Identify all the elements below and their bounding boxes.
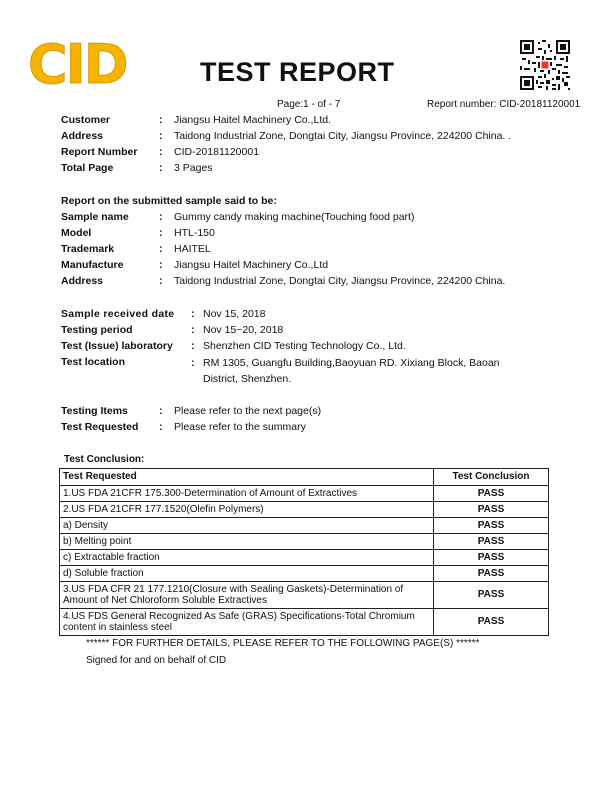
address-label: Address [61, 130, 104, 142]
colon: : [159, 211, 163, 223]
row-result: PASS [434, 486, 549, 502]
row-result: PASS [434, 609, 549, 636]
signed-line: Signed for and on behalf of CID [86, 655, 227, 666]
model-value: HTL-150 [174, 227, 215, 239]
colon: : [159, 227, 163, 239]
row-item: d) Soluble fraction [60, 566, 434, 582]
report-number-header: Report number: CID-20181120001 [427, 99, 581, 110]
report-number-label: Report Number [61, 146, 138, 158]
conclusion-table [59, 468, 549, 636]
trademark-value: HAITEL [174, 243, 211, 255]
table-row [60, 534, 549, 550]
testing-period-label: Testing period [61, 324, 133, 336]
conclusion-heading: Test Conclusion: [64, 454, 145, 465]
total-page-label: Total Page [61, 162, 114, 174]
model-label: Model [61, 227, 92, 239]
colon: : [191, 357, 195, 369]
address-value: Taidong Industrial Zone, Dongtai City, Jiangsu Province, 224200 China. . [174, 130, 512, 142]
row-item: 3.US FDA CFR 21 177.1210(Closure with Sealing Gaskets)-Determination of Amount of Net Chloroform Soluble Extractives [60, 582, 434, 609]
cid-logo [28, 33, 152, 96]
row-result: PASS [434, 550, 549, 566]
colon: : [191, 340, 195, 352]
manufacture-value: Jiangsu Haitel Machinery Co.,Ltd [174, 259, 329, 271]
logo-text: CID [28, 33, 127, 96]
colon: : [159, 130, 163, 142]
colon: : [191, 324, 195, 336]
row-result: PASS [434, 518, 549, 534]
page-indicator: Page:1 - of - 7 [277, 99, 341, 110]
table-row [60, 502, 549, 518]
testing-items-value: Please refer to the next page(s) [174, 405, 322, 417]
testing-period-value: Nov 15~20, 2018 [203, 324, 284, 336]
colon: : [159, 114, 163, 126]
sample-address-label: Address [61, 275, 104, 287]
row-result: PASS [434, 534, 549, 550]
table-row [60, 518, 549, 534]
colon: : [159, 146, 163, 158]
table-header-row [60, 469, 549, 486]
total-page-value: 3 Pages [174, 162, 213, 174]
report-number-value: CID-20181120001 [174, 146, 260, 158]
table-row [60, 582, 549, 609]
table-row [60, 550, 549, 566]
trademark-label: Trademark [61, 243, 115, 255]
testing-items-label: Testing Items [61, 405, 128, 417]
customer-label: Customer [61, 114, 111, 126]
row-result: PASS [434, 502, 549, 518]
row-item: c) Extractable fraction [60, 550, 434, 566]
test-requested-label: Test Requested [61, 421, 139, 433]
manufacture-label: Manufacture [61, 259, 124, 271]
row-item: a) Density [60, 518, 434, 534]
test-laboratory-value: Shenzhen CID Testing Technology Co., Ltd. [203, 340, 406, 352]
sample-address-value: Taidong Industrial Zone, Dongtai City, Jiangsu Province, 224200 China. [174, 275, 506, 287]
colon: : [159, 405, 163, 417]
colon: : [159, 259, 163, 271]
row-result: PASS [434, 566, 549, 582]
qr-code-icon [520, 40, 570, 90]
test-location-label: Test location [61, 356, 125, 368]
table-row [60, 609, 549, 636]
row-item: 1.US FDA 21CFR 175.300-Determination of Amount of Extractives [60, 486, 434, 502]
further-details-note: ****** FOR FURTHER DETAILS, PLEASE REFER TO THE FOLLOWING PAGE(S) ****** [86, 638, 480, 649]
col-test-requested: Test Requested [60, 469, 434, 486]
sample-name-value: Gummy candy making machine(Touching food part) [174, 211, 415, 223]
sample-received-value: Nov 15, 2018 [203, 308, 266, 320]
colon: : [191, 308, 195, 320]
colon: : [159, 162, 163, 174]
test-requested-value: Please refer to the summary [174, 421, 306, 433]
row-item: 2.US FDA 21CFR 177.1520(Olefin Polymers) [60, 502, 434, 518]
page-title: TEST REPORT [200, 57, 395, 87]
row-item: b) Melting point [60, 534, 434, 550]
col-test-conclusion: Test Conclusion [434, 469, 549, 486]
table-row [60, 486, 549, 502]
colon: : [159, 275, 163, 287]
colon: : [159, 421, 163, 433]
row-item: 4.US FDS General Recognized As Safe (GRAS) Specifications-Total Chromium content in stainless steel [60, 609, 434, 636]
test-location-value: RM 1305, Guangfu Building,Baoyuan RD. Xixiang Block, Baoan District, Shenzhen. [203, 357, 500, 385]
sample-received-label: Sample received date [61, 308, 175, 320]
table-row [60, 566, 549, 582]
test-laboratory-label: Test (Issue) laboratory [61, 340, 173, 352]
sample-heading: Report on the submitted sample said to be: [61, 195, 277, 207]
customer-value: Jiangsu Haitel Machinery Co.,Ltd. [174, 114, 331, 126]
row-result: PASS [434, 582, 549, 609]
sample-name-label: Sample name [61, 211, 129, 223]
colon: : [159, 243, 163, 255]
